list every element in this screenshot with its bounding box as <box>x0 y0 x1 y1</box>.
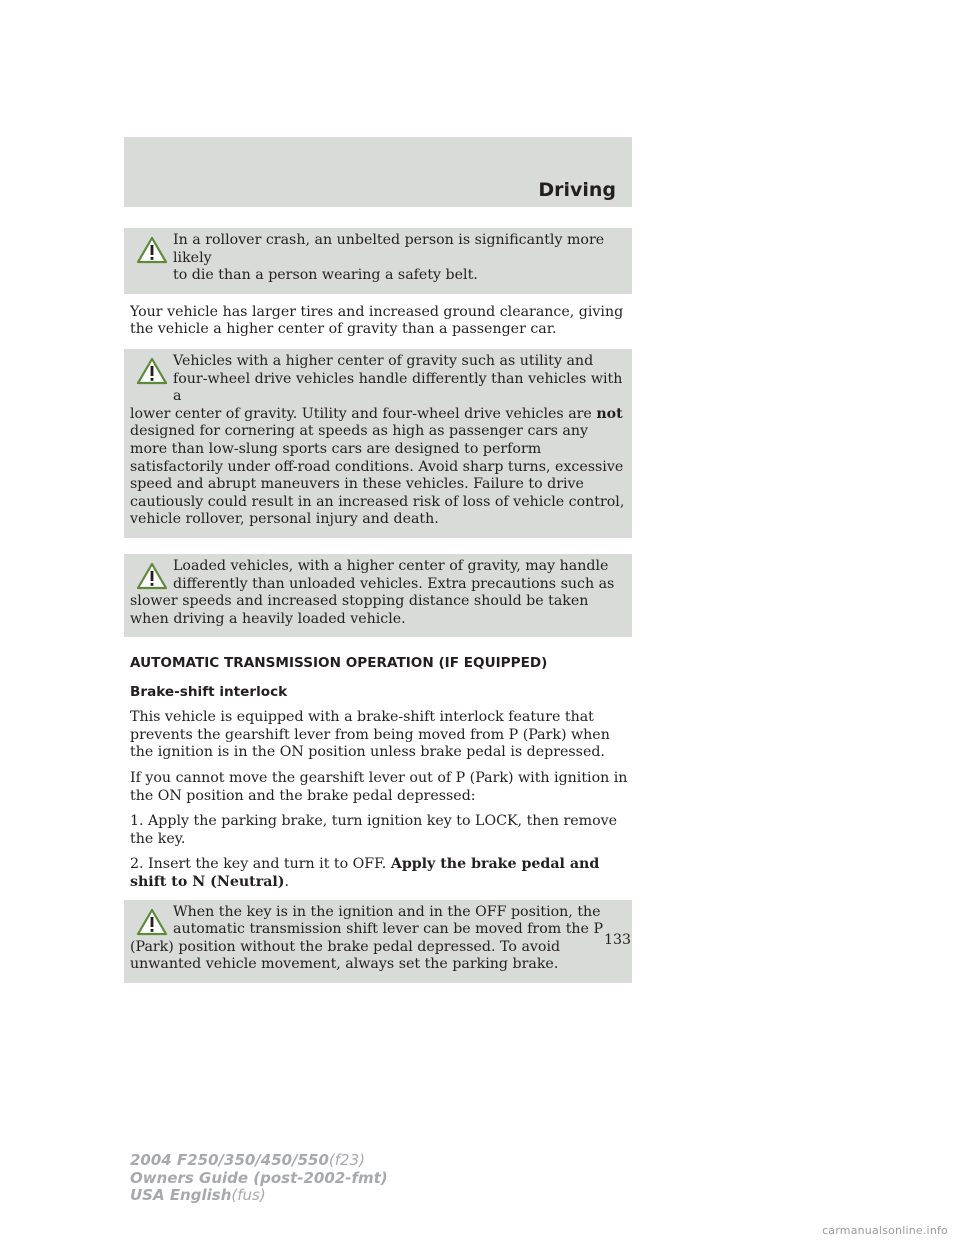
warning-text: four-wheel drive vehicles handle differently than vehicles with a <box>173 370 623 405</box>
warning-text: Loaded vehicles, with a higher center of gravity, may handle <box>173 557 609 574</box>
warning-emphasis: not <box>596 405 623 422</box>
footer-lang-code: (fus) <box>231 1186 266 1204</box>
warning-text-part: lower center of gravity. Utility and four-wheel drive vehicles are <box>130 405 592 422</box>
body-paragraph: If you cannot move the gearshift lever out of P (Park) with ignition in the ON position and the brake pedal depressed: <box>130 770 628 804</box>
footer-language: USA English <box>130 1186 232 1204</box>
body-paragraph: Your vehicle has larger tires and increased ground clearance, giving the vehicle a higher center of gravity than a passenger car. <box>130 303 624 338</box>
footer-line <box>130 1170 388 1188</box>
warning-text: slower speeds and increased stopping distance should be taken when driving a heavily loaded vehicle. <box>130 593 589 627</box>
footer-code: (f23) <box>328 1151 365 1169</box>
section-heading: AUTOMATIC TRANSMISSION OPERATION (IF EQUIPPED) <box>130 655 548 672</box>
warning-icon <box>136 562 168 590</box>
warning-icon <box>136 357 168 385</box>
step-2 <box>130 856 632 891</box>
step-text: 2. Insert the key and turn it to OFF. <box>130 856 387 873</box>
page-content <box>130 228 632 983</box>
warning-text: (Park) position without the brake pedal depressed. To avoid unwanted vehicle movement, always set the parking brake. <box>130 938 561 973</box>
warning-text: Vehicles with a higher center of gravity such as utility and <box>173 352 594 369</box>
warning-text: automatic transmission shift lever can be moved from the P <box>173 921 604 938</box>
warning-text: In a rollover crash, an unbelted person is significantly more likely <box>173 232 605 266</box>
header-band <box>124 137 632 207</box>
warning-text: to die than a person wearing a safety belt. <box>173 267 478 284</box>
footer-model: 2004 F250/350/450/550 <box>130 1151 329 1169</box>
body-paragraph: This vehicle is equipped with a brake-shift interlock feature that prevents the gearshift lever from being moved from P (Park) when the ignition is in the ON position unless brake pedal is depressed. <box>130 709 610 761</box>
watermark: carmanualsonline.info <box>822 1224 948 1237</box>
document-footer <box>130 1152 388 1205</box>
step-end: . <box>284 874 290 891</box>
footer-guide: Owners Guide (post-2002-fmt) <box>130 1168 388 1187</box>
step-1: 1. Apply the parking brake, turn ignition key to LOCK, then remove the key. <box>130 813 618 847</box>
warning-text: When the key is in the ignition and in the OFF position, the <box>173 903 601 920</box>
warning-icon <box>136 908 168 936</box>
warning-text-part: designed for cornering at speeds as high as passenger cars any more than low-slung sports cars are designed to perform satisfactorily under off-road conditions. Avoid sharp turns, excessive speed and abrupt maneuvers in these vehicles. Failure to drive cautiously could result in an increased risk of loss of vehicle control, vehicle rollover, personal injury and death. <box>130 423 625 528</box>
warning-box-shift-lever <box>124 900 632 983</box>
warning-icon <box>136 236 168 264</box>
warning-box-center-of-gravity <box>124 349 632 538</box>
footer-line <box>130 1187 388 1205</box>
page-number: 133 <box>604 932 632 948</box>
warning-text <box>130 406 626 529</box>
warning-text: differently than unloaded vehicles. Extra precautions such as <box>173 575 615 592</box>
section-title: Driving <box>538 179 616 201</box>
warning-box-loaded-vehicles <box>124 554 632 637</box>
warning-box-rollover <box>124 228 632 294</box>
footer-line <box>130 1152 388 1170</box>
subheading: Brake-shift interlock <box>130 684 288 701</box>
step-emphasis: Apply the brake pedal and shift to N (Neutral) <box>130 856 600 891</box>
